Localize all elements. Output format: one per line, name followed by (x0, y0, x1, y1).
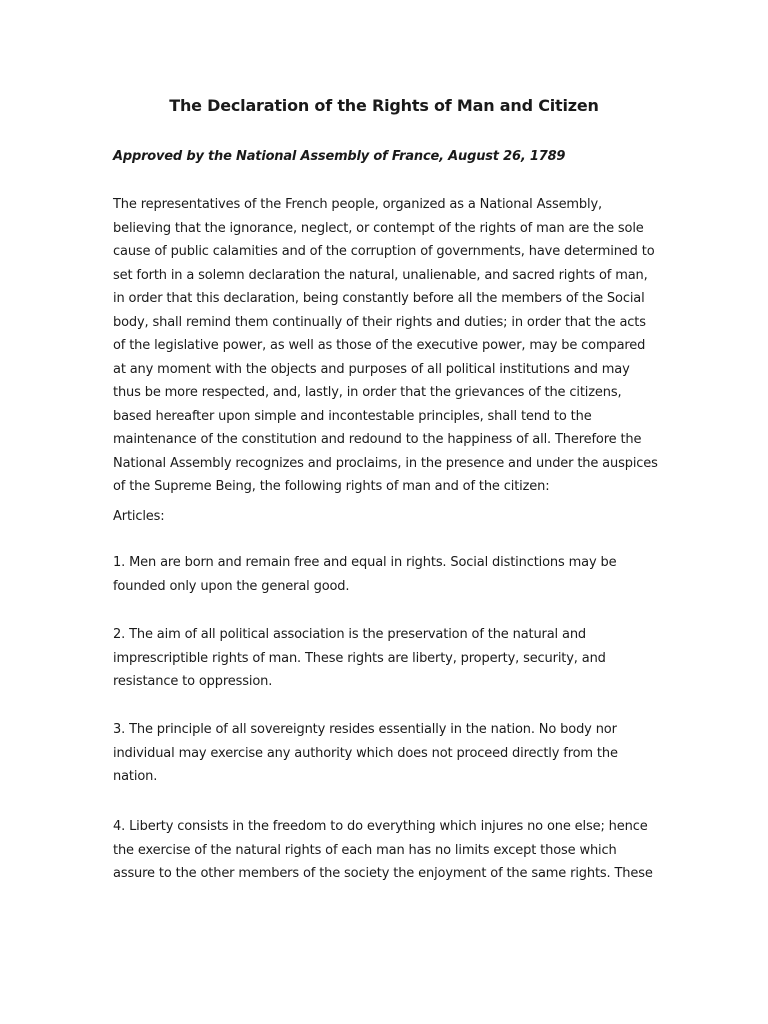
articles-heading: Articles: (113, 509, 165, 524)
article-line: assure to the other members of the society the enjoyment of the same rights. These (113, 866, 653, 881)
article-line: 1. Men are born and remain free and equal in rights. Social distinctions may be (113, 555, 617, 570)
article-line: imprescriptible rights of man. These rights are liberty, property, security, and (113, 650, 606, 666)
article-line: 4. Liberty consists in the freedom to do everything which injures no one else; hence (113, 819, 648, 834)
preamble-line: at any moment with the objects and purposes of all political institutions and may (113, 361, 630, 377)
article-3 (113, 718, 673, 789)
preamble-line: cause of public calamities and of the corruption of governments, have determined to (113, 244, 655, 259)
article-line: nation. (113, 769, 158, 784)
preamble-line: body, shall remind them continually of their rights and duties; in order that the acts (113, 314, 646, 330)
article-2 (113, 623, 673, 694)
article-line: the exercise of the natural rights of each man has no limits except those which (113, 842, 617, 858)
article-line: 2. The aim of all political association is the preservation of the natural and (113, 627, 587, 642)
preamble-line: The representatives of the French people, organized as a National Assembly, (113, 197, 603, 212)
article-1 (113, 551, 673, 598)
document-subtitle: Approved by the National Assembly of France, August 26, 1789 (113, 149, 566, 164)
preamble-line: of the Supreme Being, the following rights of man and of the citizen: (113, 479, 550, 494)
article-4 (113, 815, 673, 886)
preamble-line: of the legislative power, as well as those of the executive power, may be compared (113, 338, 646, 353)
preamble-paragraph (113, 193, 673, 499)
preamble-line: in order that this declaration, being constantly before all the members of the Social (113, 291, 645, 306)
article-line: founded only upon the general good. (113, 578, 350, 594)
article-line: individual may exercise any authority which does not proceed directly from the (113, 745, 618, 761)
preamble-line: believing that the ignorance, neglect, or contempt of the rights of man are the sole (113, 220, 644, 236)
document-title: The Declaration of the Rights of Man and Citizen (169, 96, 599, 115)
article-line: 3. The principle of all sovereignty resides essentially in the nation. No body nor (113, 722, 617, 737)
article-line: resistance to oppression. (113, 674, 273, 689)
preamble-line: based hereafter upon simple and incontestable principles, shall tend to the (113, 408, 592, 424)
preamble-line: thus be more respected, and, lastly, in order that the grievances of the citizens, (113, 385, 622, 400)
preamble-line: National Assembly recognizes and proclaims, in the presence and under the auspices (113, 455, 658, 471)
preamble-line: set forth in a solemn declaration the natural, unalienable, and sacred rights of man, (113, 267, 648, 283)
preamble-line: maintenance of the constitution and redound to the happiness of all. Therefore the (113, 432, 642, 447)
